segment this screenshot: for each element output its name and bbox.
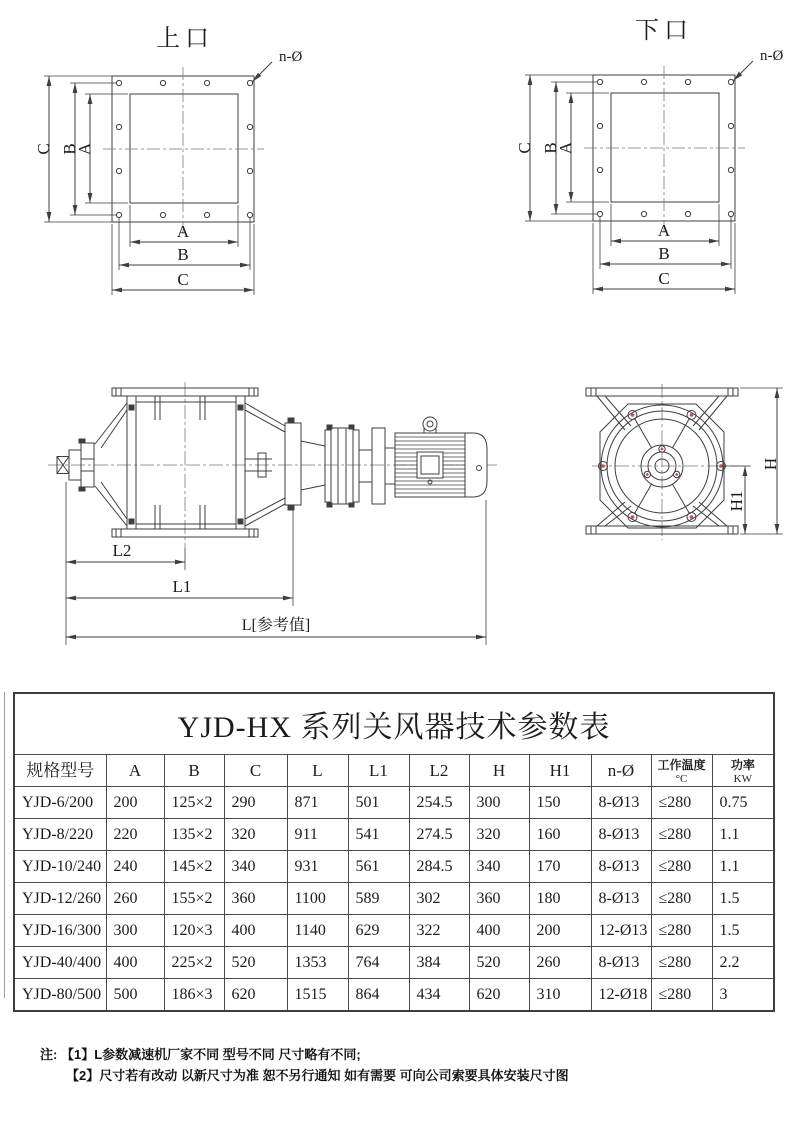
bottom-port-bolt-label: n-Ø [760,48,784,64]
column-header-unit: KW [733,773,752,785]
table-cell: 155×2 [164,883,224,915]
table-cell: ≤280 [651,851,712,883]
column-header-model [14,755,106,787]
dim-label-c-bottom: C [658,269,670,288]
table-cell: 520 [469,947,529,979]
airlock-end-view [586,384,783,540]
dim-label-b-left: B [60,143,79,155]
table-cell: 400 [106,947,164,979]
table-title-row [14,693,774,755]
table-cell: 360 [469,883,529,915]
table-cell: 360 [224,883,287,915]
note-line-1 [40,1044,760,1065]
table-cell: ≤280 [651,819,712,851]
dim-label-c-left: C [34,143,53,155]
column-header-l2 [409,755,469,787]
table-cell: 620 [469,979,529,1012]
footnotes [40,1044,760,1086]
table-cell: 400 [224,915,287,947]
valve-body [127,396,245,529]
table-cell: 180 [529,883,591,915]
table-cell: 320 [224,819,287,851]
table-row [14,979,774,1012]
table-cell: 284.5 [409,851,469,883]
column-header-n-bolt [591,755,651,787]
table-cell: 274.5 [409,819,469,851]
table-cell: 931 [287,851,348,883]
dim-label-a-bottom: A [176,222,190,241]
table-cell: 290 [224,787,287,819]
bottom-port-title: 下口 [635,18,693,44]
table-cell: YJD-10/240 [14,851,106,883]
table-row [14,915,774,947]
top-port-bolt-label: n-Ø [279,49,303,65]
table-cell: 1140 [287,915,348,947]
table-cell: 589 [348,883,409,915]
table-cell: 145×2 [164,851,224,883]
note-prefix: 注: [40,1047,58,1062]
table-cell: YJD-16/300 [14,915,106,947]
table-cell: 1515 [287,979,348,1012]
table-cell: 3 [712,979,774,1012]
table-cell: 322 [409,915,469,947]
top-port-title: 上口 [156,26,214,52]
left-end-cover [57,403,127,526]
table-cell: 340 [224,851,287,883]
table-cell: 12-Ø13 [591,915,651,947]
column-header-power [712,755,774,787]
spec-table-body [14,787,774,1012]
column-header-label: A [128,761,142,780]
table-header-row [14,755,774,787]
table-cell: ≤280 [651,947,712,979]
column-header-label: C [249,761,262,780]
table-cell: ≤280 [651,883,712,915]
table-cell: YJD-6/200 [14,787,106,819]
table-cell: 135×2 [164,819,224,851]
table-cell: 0.75 [712,787,774,819]
dim-label-b-left: B [541,142,560,154]
table-cell: 12-Ø18 [591,979,651,1012]
table-cell: 520 [224,947,287,979]
column-header-a [106,755,164,787]
column-header-c [224,755,287,787]
table-cell: 8-Ø13 [591,883,651,915]
column-header-label: H [492,761,506,780]
table-cell: 864 [348,979,409,1012]
table-cell: YJD-12/260 [14,883,106,915]
table-cell: 501 [348,787,409,819]
column-header-h1 [529,755,591,787]
table-cell: 170 [529,851,591,883]
table-cell: 1100 [287,883,348,915]
table-cell: 620 [224,979,287,1012]
table-cell: YJD-8/220 [14,819,106,851]
table-cell: 500 [106,979,164,1012]
table-cell: 1.1 [712,819,774,851]
table-cell: 8-Ø13 [591,787,651,819]
dim-label-h: H [761,457,780,471]
table-cell: 629 [348,915,409,947]
table-cell: ≤280 [651,979,712,1012]
note-text: 【1】L参数减速机厂家不同 型号不同 尺寸略有不同; [60,1047,361,1062]
flange-diagram-bottom-port [515,18,783,294]
drive-side-cone [245,403,301,526]
table-cell: 2.2 [712,947,774,979]
dim-label-l1: L1 [172,577,192,596]
table-cell: 240 [106,851,164,883]
electric-motor [395,417,487,497]
table-cell: 764 [348,947,409,979]
table-cell: 160 [529,819,591,851]
table-cell: 1.5 [712,883,774,915]
table-cell: 120×3 [164,915,224,947]
column-header-label: H1 [549,761,571,780]
table-cell: 254.5 [409,787,469,819]
table-cell: 225×2 [164,947,224,979]
dim-label-a-bottom: A [657,221,671,240]
column-header-label: 功率 [730,758,755,772]
gearbox [301,425,395,507]
table-cell: YJD-40/400 [14,947,106,979]
dim-label-h1: H1 [727,490,746,512]
table-cell: 310 [529,979,591,1012]
table-cell: 541 [348,819,409,851]
table-cell: 8-Ø13 [591,947,651,979]
table-cell: 8-Ø13 [591,851,651,883]
note-text: 【2】尺寸若有改动 以新尺寸为准 恕不另行通知 如有需要 可向公司索要具体安装尺寸图 [66,1068,569,1083]
table-cell: 200 [529,915,591,947]
table-cell: 1353 [287,947,348,979]
sheet-border-line [4,692,5,998]
dim-label-l-ref: L[参考值] [241,617,311,634]
table-cell: 1.1 [712,851,774,883]
column-header-label: n-Ø [607,761,635,780]
column-header-working-temp [651,755,712,787]
dim-label-a-left: A [75,142,94,156]
table-cell: 911 [287,819,348,851]
airlock-side-view [48,382,497,645]
table-cell: 302 [409,883,469,915]
column-header-label: B [188,761,200,780]
table-cell: 260 [106,883,164,915]
table-cell: 125×2 [164,787,224,819]
column-header-b [164,755,224,787]
table-cell: 220 [106,819,164,851]
note-line-2 [40,1065,760,1086]
column-header-l [287,755,348,787]
dim-label-a-left: A [556,141,575,155]
column-header-l1 [348,755,409,787]
table-cell: 150 [529,787,591,819]
lifting-eye [423,417,437,431]
table-cell: 200 [106,787,164,819]
table-cell: 384 [409,947,469,979]
table-cell: 260 [529,947,591,979]
table-cell: 186×3 [164,979,224,1012]
spec-table-block [13,692,773,1012]
dim-label-b-bottom: B [658,244,670,263]
table-row [14,819,774,851]
table-cell: YJD-80/500 [14,979,106,1012]
column-header-h [469,755,529,787]
table-cell: 300 [106,915,164,947]
table-title: YJD-HX 系列关风器技术参数表 [14,693,774,755]
table-row [14,851,774,883]
dim-label-c-left: C [515,142,534,154]
table-cell: 561 [348,851,409,883]
column-header-label: L [312,761,323,780]
dim-label-l2: L2 [112,541,132,560]
table-row [14,883,774,915]
column-header-label: 规格型号 [26,761,95,780]
column-header-label: 工作温度 [657,758,706,772]
table-cell: ≤280 [651,915,712,947]
table-cell: ≤280 [651,787,712,819]
spec-table [13,692,775,1012]
column-header-label: L2 [429,761,449,780]
table-cell: 400 [469,915,529,947]
table-cell: 320 [469,819,529,851]
dim-label-c-bottom: C [177,270,189,289]
table-cell: 8-Ø13 [591,819,651,851]
table-cell: 871 [287,787,348,819]
column-header-label: L1 [369,761,388,780]
table-cell: 300 [469,787,529,819]
flange-diagram-top-port [34,25,302,295]
dim-label-b-bottom: B [177,245,189,264]
table-row [14,787,774,819]
table-row [14,947,774,979]
column-header-unit: °C [675,773,688,785]
table-cell: 340 [469,851,529,883]
table-cell: 1.5 [712,915,774,947]
table-cell: 434 [409,979,469,1012]
